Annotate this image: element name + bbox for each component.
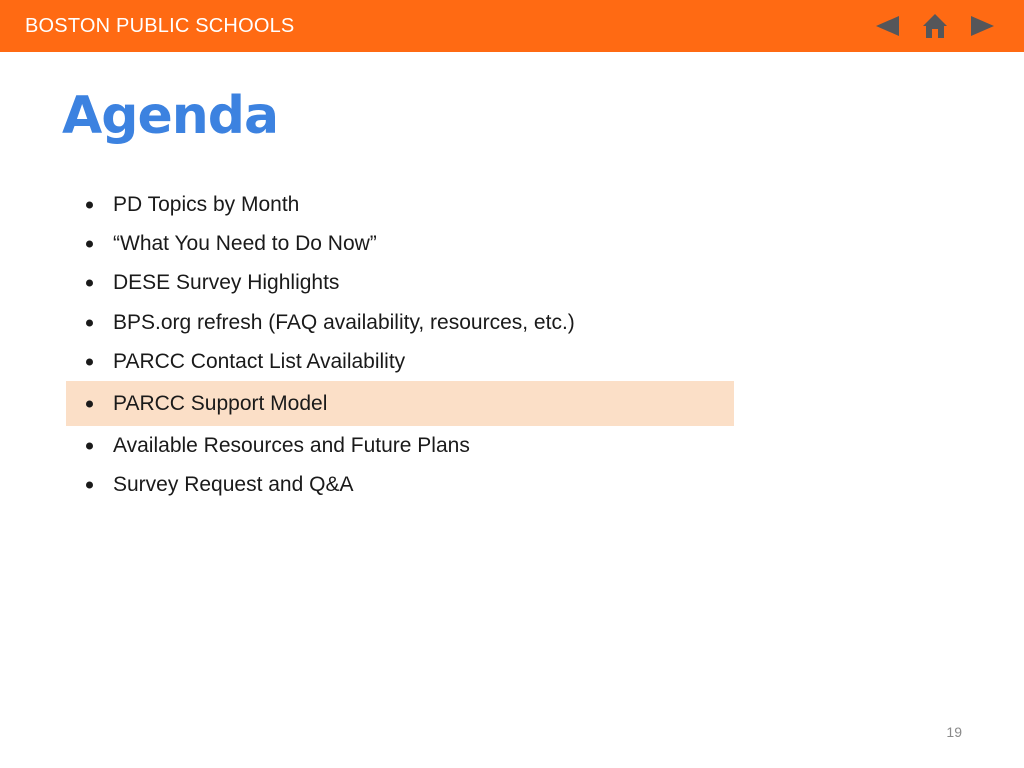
agenda-item-label: Available Resources and Future Plans bbox=[113, 434, 470, 458]
page-number: 19 bbox=[946, 724, 962, 740]
brand-title: BOSTON PUBLIC SCHOOLS bbox=[25, 15, 295, 37]
agenda-item-label: “What You Need to Do Now” bbox=[113, 231, 377, 255]
home-button[interactable] bbox=[918, 11, 952, 41]
bullet bbox=[86, 319, 93, 326]
header-bar bbox=[0, 0, 1024, 52]
agenda-item-label: Survey Request and Q&A bbox=[113, 473, 354, 497]
agenda-item-label: PD Topics by Month bbox=[113, 192, 300, 216]
agenda-item-label: PARCC Contact List Availability bbox=[113, 349, 406, 373]
agenda-item-label: PARCC Support Model bbox=[113, 391, 328, 415]
triangle-right-icon bbox=[970, 14, 996, 38]
agenda-item-highlighted bbox=[66, 381, 734, 426]
slide-title: Agenda bbox=[62, 86, 279, 146]
previous-slide-button[interactable] bbox=[870, 11, 904, 41]
bullet bbox=[86, 400, 93, 407]
bullet bbox=[86, 358, 93, 365]
agenda-item bbox=[66, 342, 734, 381]
next-slide-button[interactable] bbox=[966, 11, 1000, 41]
triangle-left-icon bbox=[874, 14, 900, 38]
bullet bbox=[86, 280, 93, 287]
agenda-item bbox=[66, 185, 734, 224]
agenda-item bbox=[66, 224, 734, 263]
agenda-item bbox=[66, 466, 734, 505]
bullet bbox=[86, 201, 93, 208]
home-icon bbox=[921, 12, 949, 40]
agenda-item bbox=[66, 303, 734, 342]
agenda-item-label: BPS.org refresh (FAQ availability, resources, etc.) bbox=[113, 310, 575, 334]
bullet bbox=[86, 482, 93, 489]
agenda-list bbox=[66, 185, 734, 505]
bullet bbox=[86, 240, 93, 247]
agenda-item bbox=[66, 264, 734, 303]
slide-navigation bbox=[870, 10, 1000, 42]
agenda-item-label: DESE Survey Highlights bbox=[113, 271, 340, 295]
agenda-item bbox=[66, 426, 734, 465]
bullet bbox=[86, 443, 93, 450]
